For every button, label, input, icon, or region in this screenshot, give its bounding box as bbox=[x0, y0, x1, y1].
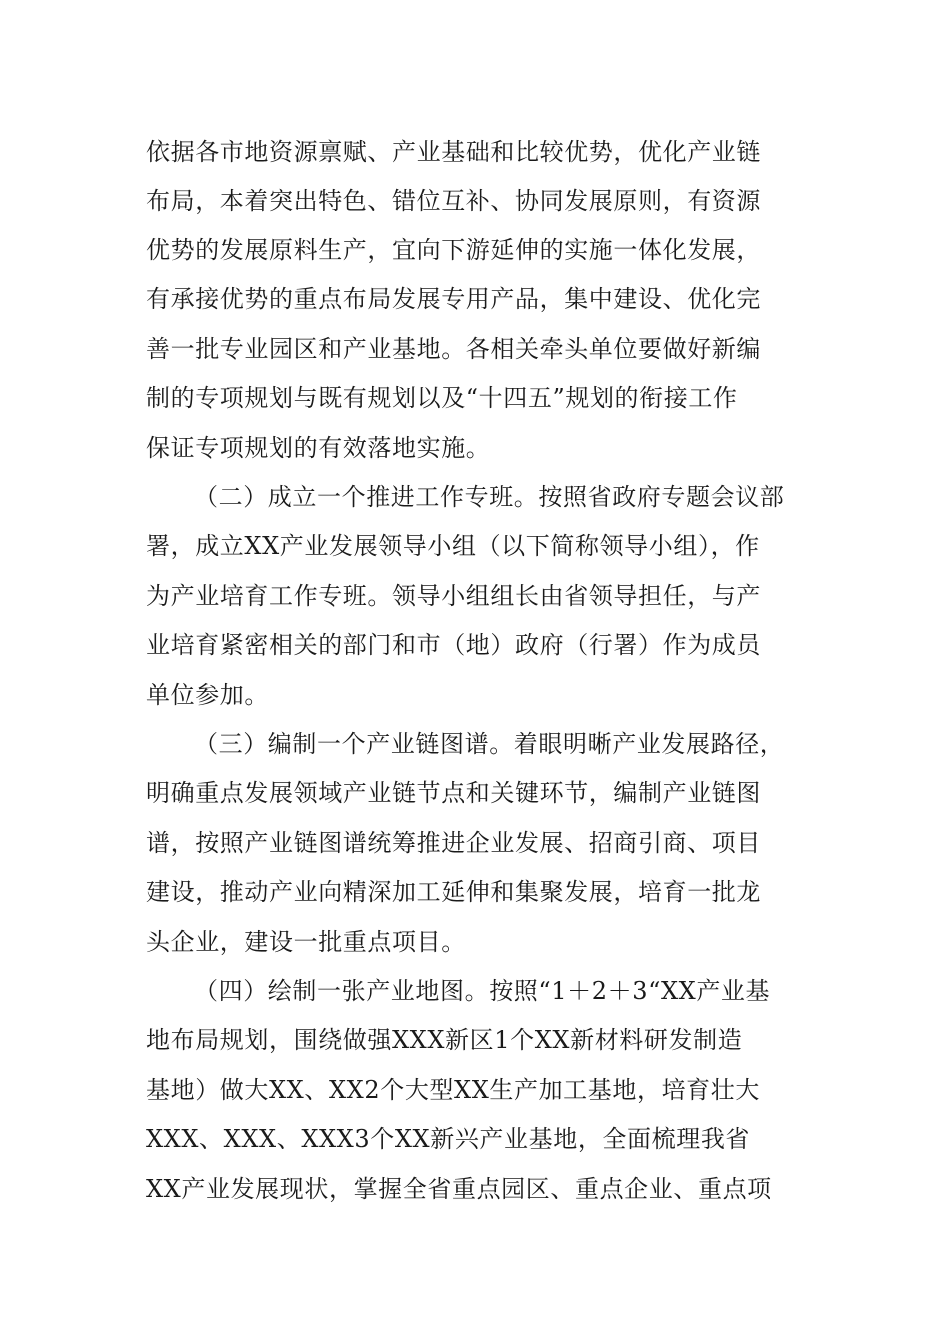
text-line: 地布局规划，围绕做强XXX新区1个XX新材料研发制造 bbox=[146, 1026, 743, 1054]
text-line: 为产业培育工作专班。领导小组组长由省领导担任，与产 bbox=[146, 582, 761, 610]
text-line: 依据各市地资源禀赋、产业基础和比较优势，优化产业链 bbox=[146, 138, 761, 166]
text-line: 善一批专业园区和产业基地。各相关牵头单位要做好新编 bbox=[146, 335, 761, 363]
text-line: XXX、XXX、XXX3个XX新兴产业基地，全面梳理我省 bbox=[146, 1125, 751, 1153]
section-heading-line: （四）绘制一张产业地图。按照“1＋2＋3“XX产业基 bbox=[194, 977, 771, 1005]
text-line: 有承接优势的重点布局发展专用产品，集中建设、优化完 bbox=[146, 285, 761, 313]
text-line: 明确重点发展领域产业链节点和关键环节，编制产业链图 bbox=[146, 779, 761, 807]
section-heading-line: （二）成立一个推进工作专班。按照省政府专题会议部 bbox=[194, 483, 785, 511]
text-line: 制的专项规划与既有规划以及“十四五”规划的衔接工作 bbox=[146, 384, 738, 412]
section-heading-line: （三）编制一个产业链图谱。着眼明晰产业发展路径， bbox=[194, 730, 785, 758]
text-line: 基地）做大XX、XX2个大型XX生产加工基地，培育壮大 bbox=[146, 1076, 760, 1104]
text-line: 头企业，建设一批重点项目。 bbox=[146, 928, 466, 956]
text-line: XX产业发展现状，掌握全省重点园区、重点企业、重点项 bbox=[146, 1175, 772, 1203]
text-line: 建设，推动产业向精深加工延伸和集聚发展，培育一批龙 bbox=[146, 878, 761, 906]
text-line: 谱，按照产业链图谱统筹推进企业发展、招商引商、项目 bbox=[146, 829, 761, 857]
text-line: 单位参加。 bbox=[146, 681, 269, 709]
text-line: 保证专项规划的有效落地实施。 bbox=[146, 434, 491, 462]
text-line: 优势的发展原料生产，宜向下游延伸的实施一体化发展， bbox=[146, 236, 761, 264]
text-line: 布局，本着突出特色、错位互补、协同发展原则，有资源 bbox=[146, 187, 761, 215]
text-line: 业培育紧密相关的部门和市（地）政府（行署）作为成员 bbox=[146, 631, 761, 659]
text-line: 署，成立XX产业发展领导小组（以下简称领导小组），作 bbox=[146, 532, 760, 560]
